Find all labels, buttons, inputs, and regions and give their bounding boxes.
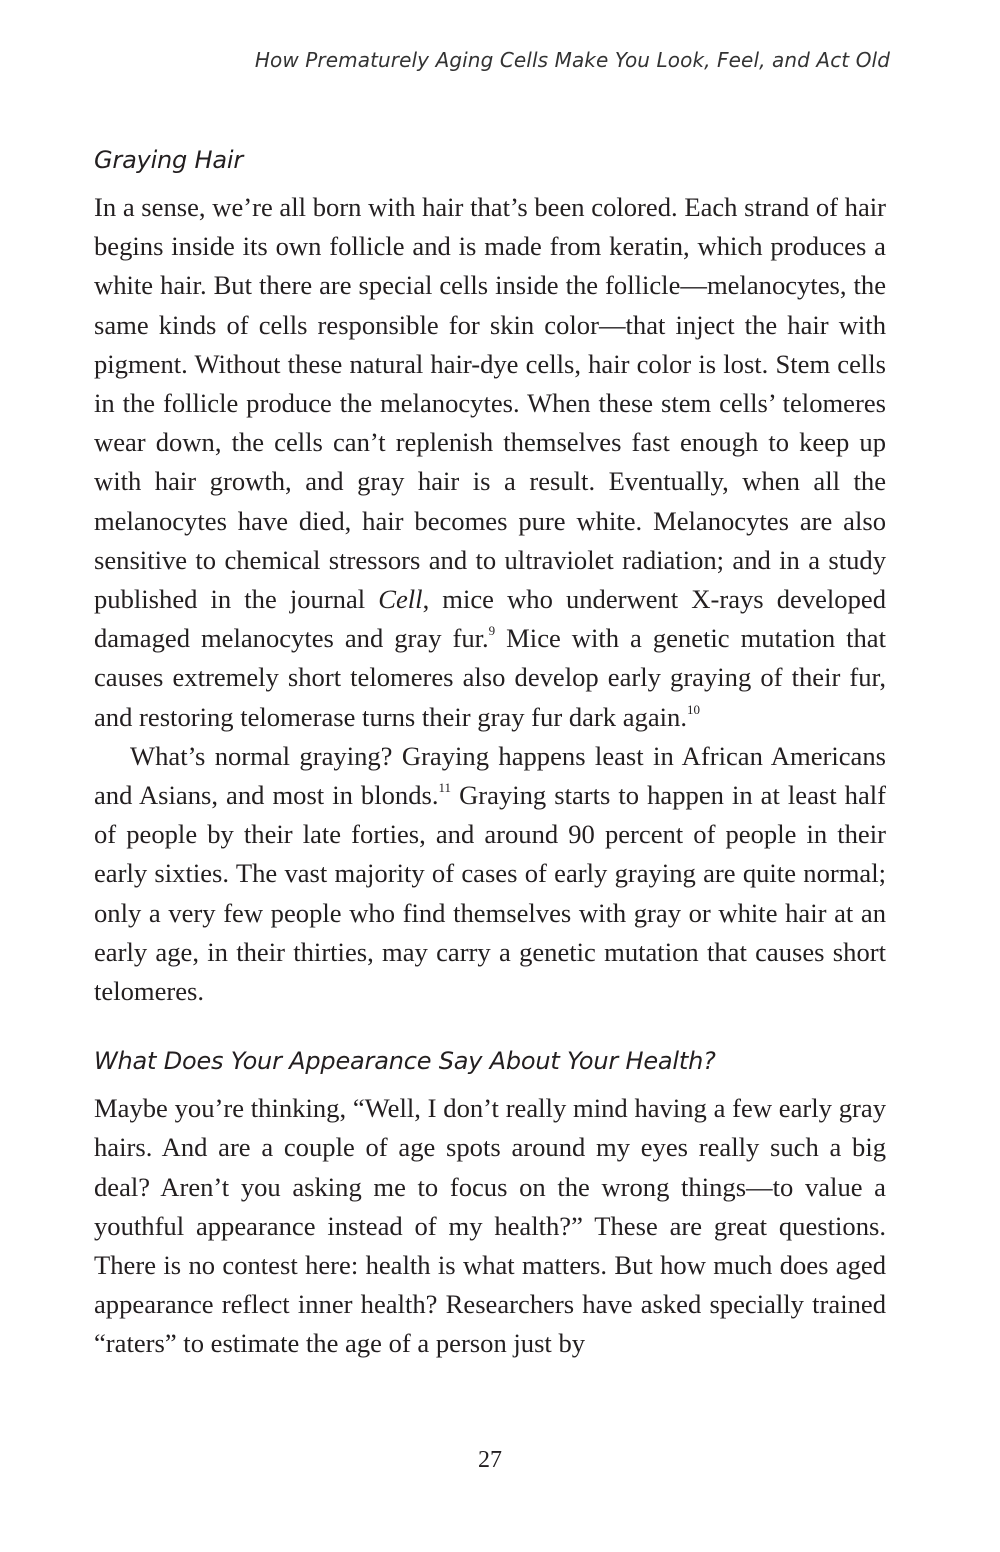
page-number: 27 (478, 1447, 502, 1473)
section-heading-graying-hair: Graying Hair (94, 146, 244, 174)
paragraph-text: , mice who underwent X-rays developed damaged melanocytes and gray fur. (94, 584, 887, 654)
paragraph-appearance-1: Maybe you’re thinking, “Well, I don’t really mind having a few early gray hairs. And are a couple of age spots around my eyes really such a big deal? Aren’t you asking me to focus on the wrong things—to value a youthful appearance instead of my health?” These are great questions. There is no contest here: health is what matters. But how much does aged appearance reflect inner health? Researchers have asked specially trained “raters” to estimate the age of a person just by (94, 1093, 886, 1359)
footnote-ref-11: 11 (438, 780, 452, 796)
page-body (94, 140, 886, 1364)
paragraph-text: In a sense, we’re all born with hair that’s been colored. Each strand of hair begins inside its own follicle and is made from keratin, which produces a white hair. But there are special cells inside the follicle—melanocytes, the same kinds of cells responsible for skin color—that inject the hair with pigment. Without these natural hair-dye cells, hair color is lost. Stem cells in the follicle produce the melanocytes. When these stem cells’ telomeres wear down, the cells can’t replenish themselves fast enough to keep up with hair growth, and gray hair is a result. Eventually, when all the melanocytes have died, hair becomes pure white. Melanocytes are also sensitive to chemical stressors and to ultraviolet radiation; and in a study published in the journal (94, 192, 886, 615)
footnote-ref-10: 10 (686, 701, 700, 717)
paragraph-graying-1 (94, 188, 886, 737)
paragraph-text: What’s normal graying? Graying happens least in African Americans and Asians, and most in blonds. (94, 740, 886, 811)
journal-title: Cell (378, 584, 423, 615)
section-heading-appearance: What Does Your Appearance Say About Your Health? (94, 1047, 716, 1076)
paragraph-text: Graying starts to happen in at least half of people by their late forties, and around 90 percent of people in their early sixties. The vast majority of cases of early graying are quite normal; only a very few people who find themselves with gray or white hair at an early age, in their thirties, may carry a genetic mutation that causes short telomeres. (94, 780, 887, 1007)
running-head: How Prematurely Aging Cells Make You Look, Feel, and Act Old (254, 48, 890, 72)
paragraph-graying-2 (94, 737, 886, 1011)
paragraph-text: Mice with a genetic mutation that causes extremely short telomeres also develop early graying of their fur, and restoring telomerase turns their gray fur dark again. (94, 623, 886, 732)
footnote-ref-9: 9 (488, 623, 496, 639)
